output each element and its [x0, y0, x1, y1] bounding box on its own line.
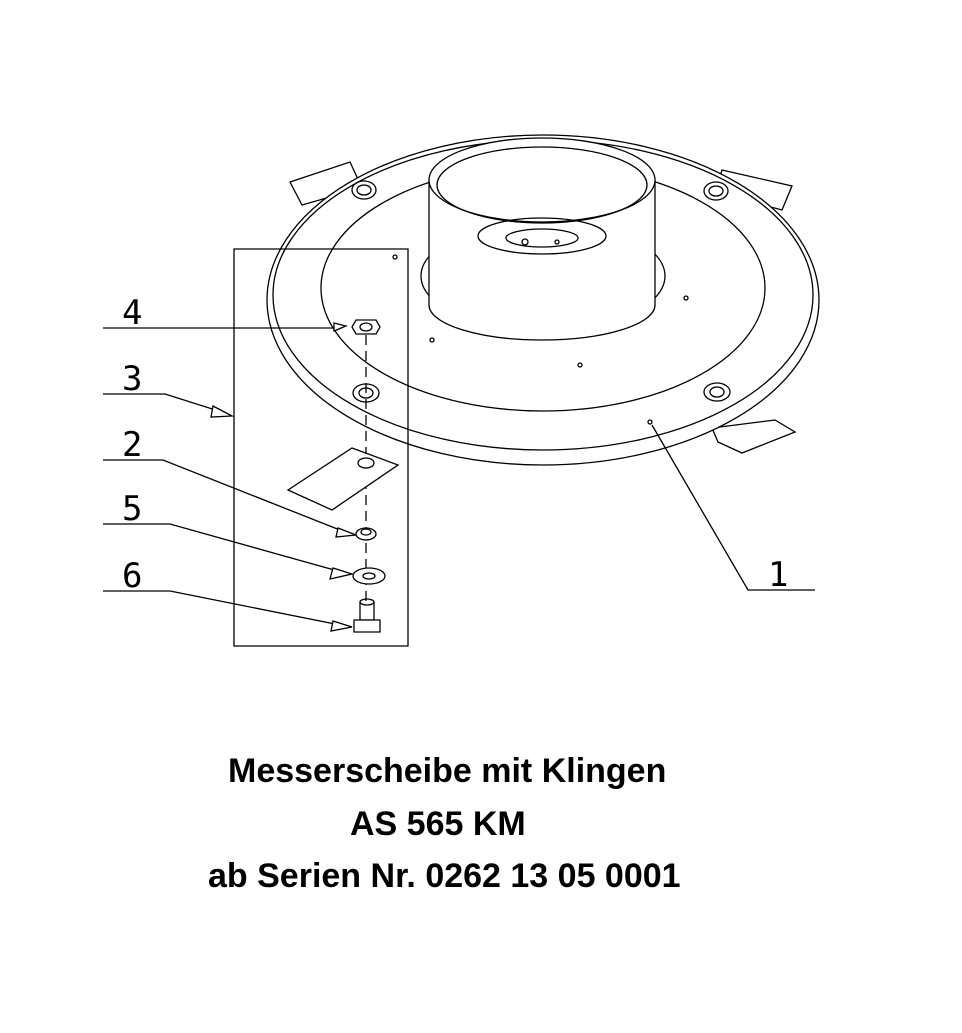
callout-3: 3	[122, 359, 143, 399]
title-line-1: Messerscheibe mit Klingen	[228, 752, 667, 790]
callout-5: 5	[122, 489, 143, 529]
nut-part	[352, 320, 380, 334]
hub-cylinder	[429, 138, 655, 340]
callout-6: 6	[122, 556, 143, 596]
callout-4: 4	[122, 293, 143, 333]
detail-frame	[234, 249, 408, 646]
callout-2: 2	[122, 425, 143, 465]
lock-washer-part	[356, 528, 376, 540]
callout-1: 1	[768, 555, 789, 595]
title-line-3: ab Serien Nr. 0262 13 05 0001	[208, 857, 681, 895]
washer-part	[353, 568, 385, 584]
title-line-2: AS 565 KM	[350, 805, 526, 843]
